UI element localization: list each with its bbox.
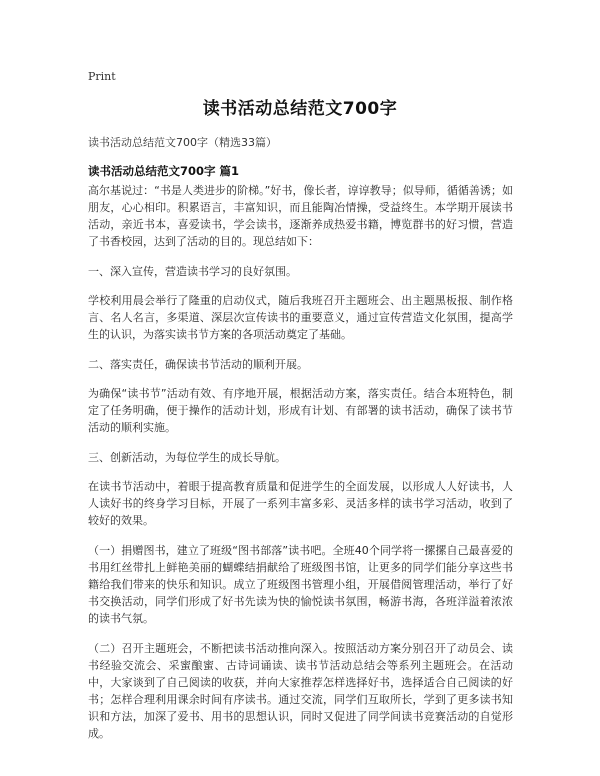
section-heading: 读书活动总结范文700字 篇1 <box>88 164 240 178</box>
point-heading-1: 一、深入宣传，营造读书学习的良好氛围。 <box>88 265 297 278</box>
article-body <box>88 182 513 755</box>
document-subtitle: 读书活动总结范文700字（精选33篇） <box>88 136 277 149</box>
body-paragraph: 在读书节活动中，着眼于提高教育质量和促进学生的全面发展，以形成人人好读书，人人读好书的终身学习目标，开展了一系列丰富多彩、灵活多样的读书学习活动，收到了较好的效果。 <box>88 480 513 527</box>
body-paragraph: （一）捐赠图书，建立了班级“图书部落”读书吧。全班40个同学将一摞摞自己最喜爱的书用红丝带扎上鲜艳美丽的蝴蝶结捐献给了班级图书馆，让更多的同学们能分享这些书籍给我们带来的快乐和知识。成立了班级图书管理小组，开展借阅管理活动，举行了好书交换活动，同学们形成了好书先读为快的愉悦读书氛围，畅游书海，各班洋溢着浓浓的读书气氛。 <box>88 544 513 625</box>
body-paragraph: （二）召开主题班会，不断把读书活动推向深入。按照活动方案分别召开了动员会、读书经验交流会、采蜜酿蜜、古诗词诵读、读书节活动总结会等系列主题班会。在活动中，大家谈到了自己阅读的收获，并向大家推荐怎样选择好书，选择适合自己阅读的好书；怎样合理利用课余时间有序读书。通过交流，同学们互取所长，学到了更多读书知识和方法，加深了爱书、用书的思想认识，同时又促进了同学间读书竞赛活动的自觉形成。 <box>88 642 513 740</box>
print-link[interactable]: Print <box>88 70 116 83</box>
body-paragraph: 学校利用晨会举行了隆重的启动仪式，随后我班召开主题班会、出主题黑板报、制作格言、名人名言，多渠道、深层次宣传读书的重要意义，通过宣传营造文化氛围，提高学生的认识，为落实读书节方案的各项活动奠定了基础。 <box>88 294 513 341</box>
body-paragraph: 为确保“读书节”活动有效、有序地开展，根据活动方案，落实责任。结合本班特色，制定了任务明确，便于操作的活动计划，形成有计划、有部署的读书活动，确保了读书节活动的顺利实施。 <box>88 387 513 434</box>
page-title: 读书活动总结范文700字 <box>202 99 398 119</box>
intro-paragraph: 高尔基说过：“书是人类进步的阶梯。”好书，像长者，谆谆教导；似导师，循循善诱；如朋友，心心相印。积累语言，丰富知识，而且能陶冶情操，受益终生。本学期开展读书活动，亲近书本，喜爱读书，学会读书，逐渐养成热爱书籍，博览群书的好习惯，营造了书香校园，达到了活动的目的。现总结如下： <box>88 184 513 248</box>
point-heading-3: 三、创新活动，为每位学生的成长导航。 <box>88 451 286 464</box>
point-heading-2: 二、落实责任，确保读书节活动的顺利开展。 <box>88 358 308 371</box>
